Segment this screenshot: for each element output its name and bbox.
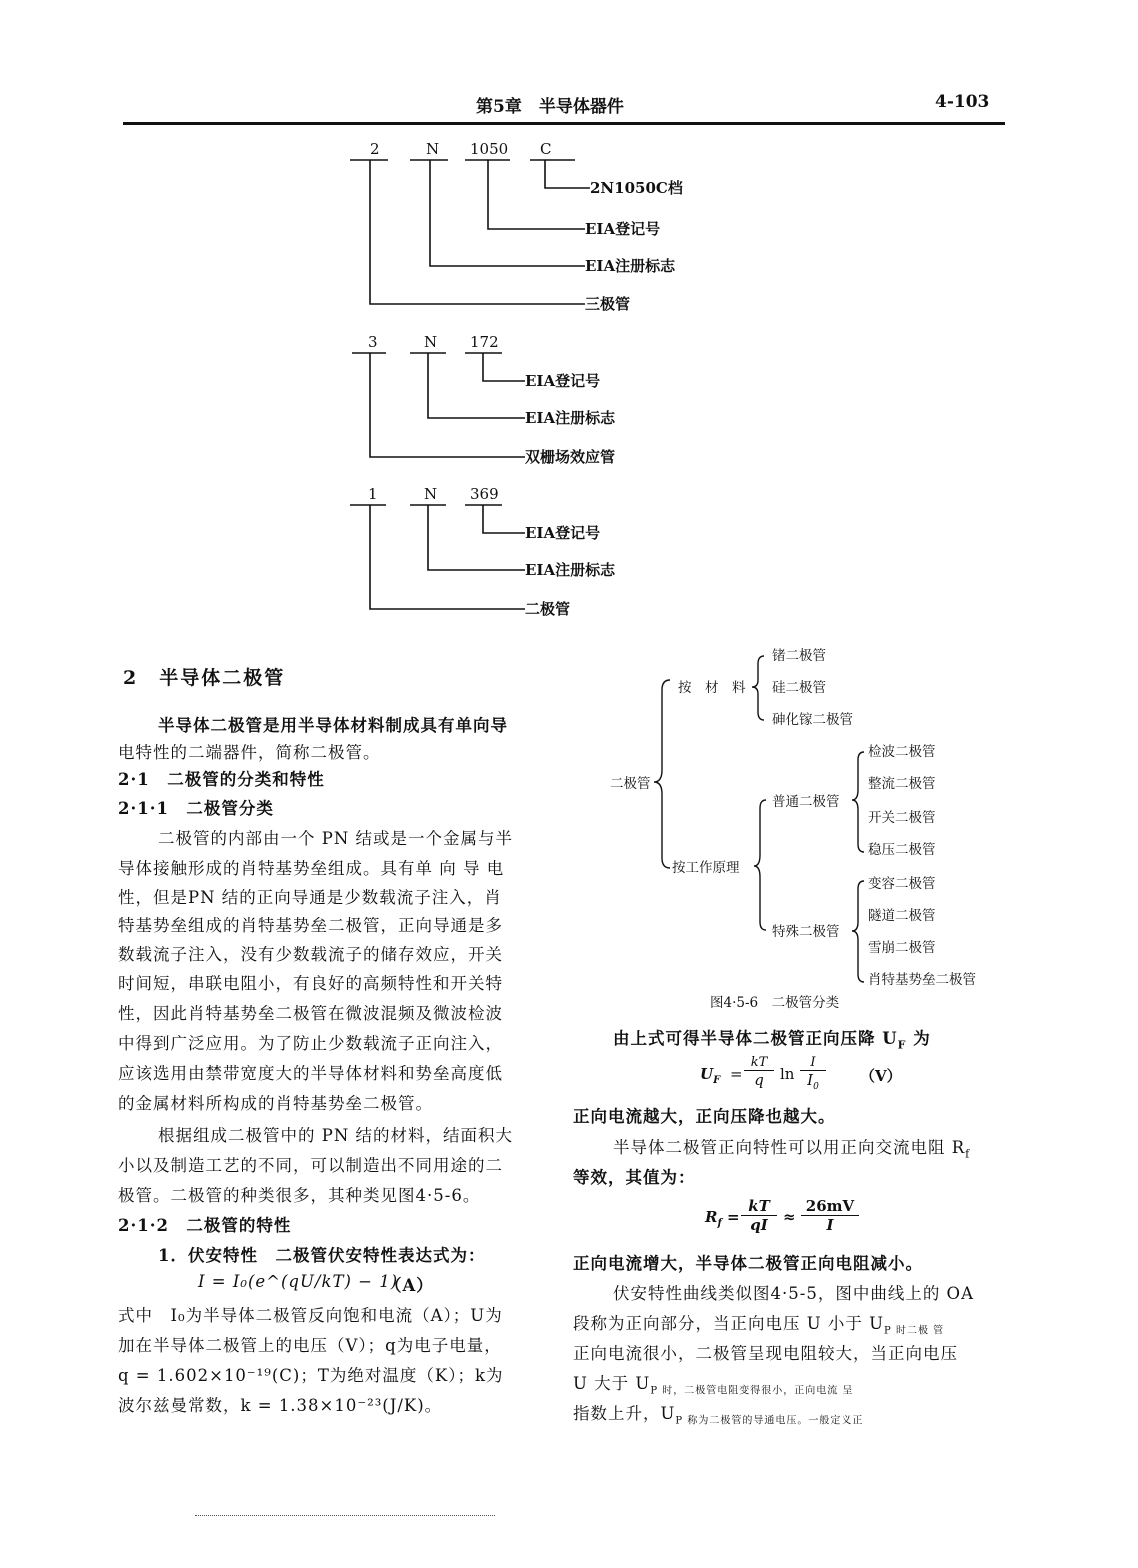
uf-ln: ln (780, 1065, 795, 1083)
right-line-2: 正向电流越大，正向压降也越大。 (573, 1107, 836, 1126)
para3: 1．伏安特性 二极管伏安特性表达式为： (158, 1246, 486, 1265)
heading-2-1-1: 2·1·1 二极管分类 (118, 799, 274, 818)
para4-line-4: 波尔兹曼常数，k = 1.38×10⁻²³(J/K)。 (118, 1396, 443, 1415)
right-line-4: 等效，其值为： (573, 1168, 696, 1187)
tree-caption: 图4·5-6 二极管分类 (710, 995, 840, 1011)
tree-root: 二极管 (610, 776, 651, 792)
code1-meaning-1: 2N1050C档 (590, 179, 683, 197)
tree-special-item-2: 隧道二极管 (868, 908, 936, 924)
tree-by-principle: 按工作原理 (672, 860, 740, 876)
code3-meaning-2: EIA注册标志 (525, 561, 616, 579)
tree-special-item-1: 变容二极管 (868, 876, 936, 892)
heading-2-1-2: 2·1·2 二极管的特性 (118, 1216, 292, 1235)
code2-part-3: 172 (470, 333, 499, 351)
para2-line-3: 极管。二极管的种类很多，其种类见图4·5-6。 (118, 1186, 481, 1205)
right-line-5: 正向电流增大，半导体二极管正向电阻减小。 (573, 1254, 923, 1273)
para5-line-4-text: U 大于 U (573, 1374, 651, 1393)
para4-line-2: 加在半导体二极管上的电压（V）；q为电子电量， (118, 1336, 502, 1355)
equation-a: I = I₀(e^(qU/kT) − 1) (198, 1272, 399, 1291)
code2-meaning-2: EIA注册标志 (525, 409, 616, 427)
tree-normal-item-1: 检波二极管 (868, 744, 936, 760)
rf-equals: = (727, 1208, 740, 1226)
tree-special-item-4: 肖特基势垒二极管 (868, 972, 976, 988)
uf-num-2: I (810, 1055, 816, 1070)
rf-frac-2 (801, 1197, 859, 1234)
para5-line-5 (573, 1400, 863, 1426)
para1-line-3: 性，但是PN 结的正向导通是少数载流子注入，肖 (118, 888, 502, 907)
code2-part-1: 3 (368, 333, 378, 351)
uf-unit: （V） (860, 1067, 902, 1085)
para5-line-2-rest: P 时二极 管 (884, 1325, 945, 1337)
para5-line-5-text: 指数上升，U (573, 1404, 676, 1423)
code1-meaning-2: EIA登记号 (585, 220, 661, 238)
para5-line-2 (573, 1310, 944, 1336)
para2-line-1: 根据组成二极管中的 PN 结的材料，结面积大 (158, 1126, 514, 1145)
page-number: 4-103 (935, 92, 990, 112)
para4-line-1: 式中 I₀为半导体二极管反向饱和电流（A）；U为 (118, 1306, 503, 1325)
tree-material-2: 硅二极管 (772, 680, 826, 696)
code3-meaning-3: 二极管 (525, 600, 571, 618)
tree-normal-item-4: 稳压二极管 (868, 842, 936, 858)
code1-part-1: 2 (370, 140, 380, 158)
right-line-1 (613, 1025, 931, 1051)
right-line-3-text: 半导体二极管正向特性可以用正向交流电阻 R (613, 1138, 966, 1157)
para1-line-2: 导体接触形成的肖特基势垒组成。具有单 向 导 电 (118, 859, 505, 878)
tree-by-material: 按 材 料 (678, 680, 746, 696)
uf-frac-1 (744, 1055, 774, 1089)
para1-line-6: 时间短，串联电阻小，有良好的高频特性和开关特 (118, 974, 503, 993)
tree-material-3: 砷化镓二极管 (772, 712, 853, 728)
para1-line-1: 二极管的内部由一个 PN 结或是一个金属与半 (158, 829, 514, 848)
code2-part-2: N (424, 333, 438, 351)
code2-meaning-1: EIA登记号 (525, 372, 601, 390)
para5-line-5-rest: P 称为二极管的导通电压。一般定义正 (675, 1415, 864, 1427)
code3-part-3: 369 (470, 485, 499, 503)
uf-frac-2 (800, 1055, 826, 1092)
para4-line-3: q = 1.602×10⁻¹⁹(C)；T为绝对温度（K）；k为 (118, 1366, 504, 1385)
tree-special: 特殊二极管 (772, 924, 840, 940)
para1-line-4: 特基势垒组成的肖特基势垒二极管，正向导通是多 (118, 916, 503, 935)
coding-diagram-3 (340, 482, 680, 622)
right-line-1-text: 由上式可得半导体二极管正向压降 U (613, 1029, 898, 1048)
rf-den-1: qI (741, 1215, 777, 1234)
para5-line-4-rest: P 时，二极管电阻变得很小，正向电流 呈 (650, 1385, 854, 1397)
tree-normal-item-2: 整流二极管 (868, 776, 936, 792)
code2-meaning-3: 双栅场效应管 (525, 448, 616, 466)
rf-lhs: $R_f$ (705, 1208, 722, 1229)
equation-uf (700, 1055, 940, 1095)
section-title: 2 半导体二极管 (123, 667, 286, 689)
para1-line-10: 的金属材料所构成的肖特基势垒二极管。 (118, 1094, 433, 1113)
para1-line-5: 数载流子注入，没有少数载流子的储存效应，开关 (118, 945, 503, 964)
para1-line-7: 性，因此肖特基势垒二极管在微波混频及微波检波 (118, 1004, 503, 1023)
para1-line-8: 中得到广泛应用。为了防止少数载流子正向注入， (118, 1034, 503, 1053)
code1-part-2: N (426, 140, 440, 158)
intro-line-2: 电特性的二端器件，简称二极管。 (118, 743, 381, 762)
uf-den-1: q (744, 1070, 774, 1089)
uf-equals: = (730, 1065, 743, 1083)
diode-classification-tree (600, 640, 1010, 1015)
para5-line-4 (573, 1370, 853, 1396)
right-line-1-end: 为 (906, 1029, 931, 1048)
code1-part-3: 1050 (470, 140, 509, 158)
tree-normal-item-3: 开关二极管 (868, 810, 936, 826)
para5-line-3: 正向电流很小，二极管呈现电阻较大，当正向电压 (573, 1344, 958, 1363)
right-line-1-sub: F (897, 1038, 907, 1052)
rf-approx: ≈ (783, 1208, 796, 1226)
bottom-rule (195, 1515, 495, 1517)
rf-num-2: 26mV (805, 1197, 855, 1215)
code1-part-4: C (540, 140, 552, 158)
header-rule (123, 122, 1005, 125)
para5-line-1: 伏安特性曲线类似图4·5-5，图中曲线上的 OA (613, 1284, 975, 1303)
coding-diagram-1 (340, 135, 760, 325)
uf-den-2: $I_0$ (800, 1070, 826, 1092)
right-line-3 (613, 1134, 970, 1160)
uf-num-1: kT (750, 1055, 768, 1070)
right-line-3-sub: f (965, 1147, 971, 1161)
para1-line-9: 应该选用由禁带宽度大的半导体材料和势垒高度低 (118, 1064, 503, 1083)
tree-normal: 普通二极管 (772, 794, 840, 810)
para2-line-2: 小以及制造工艺的不同，可以制造出不同用途的二 (118, 1156, 503, 1175)
code3-part-1: 1 (368, 485, 378, 503)
code1-meaning-3: EIA注册标志 (585, 257, 676, 275)
rf-frac-1 (741, 1197, 777, 1234)
intro-line-1: 半导体二极管是用半导体材料制成具有单向导 (158, 716, 508, 735)
code1-meaning-4: 三极管 (585, 295, 631, 313)
coding-diagram-2 (340, 330, 680, 470)
uf-lhs: $U_F$ (700, 1065, 721, 1086)
tree-special-item-3: 雪崩二极管 (868, 940, 936, 956)
tree-material-1: 锗二极管 (772, 648, 826, 664)
heading-2-1: 2·1 二极管的分类和特性 (118, 770, 325, 789)
code3-part-2: N (424, 485, 438, 503)
rf-num-1: kT (748, 1197, 770, 1215)
equation-rf (705, 1197, 905, 1239)
para5-line-2-text: 段称为正向部分，当正向电压 U 小于 U (573, 1314, 885, 1333)
rf-den-2: I (801, 1215, 859, 1234)
code3-meaning-1: EIA登记号 (525, 524, 601, 542)
chapter-header: 第5章 半导体器件 (476, 97, 624, 117)
equation-a-tag: （A） (385, 1276, 434, 1295)
